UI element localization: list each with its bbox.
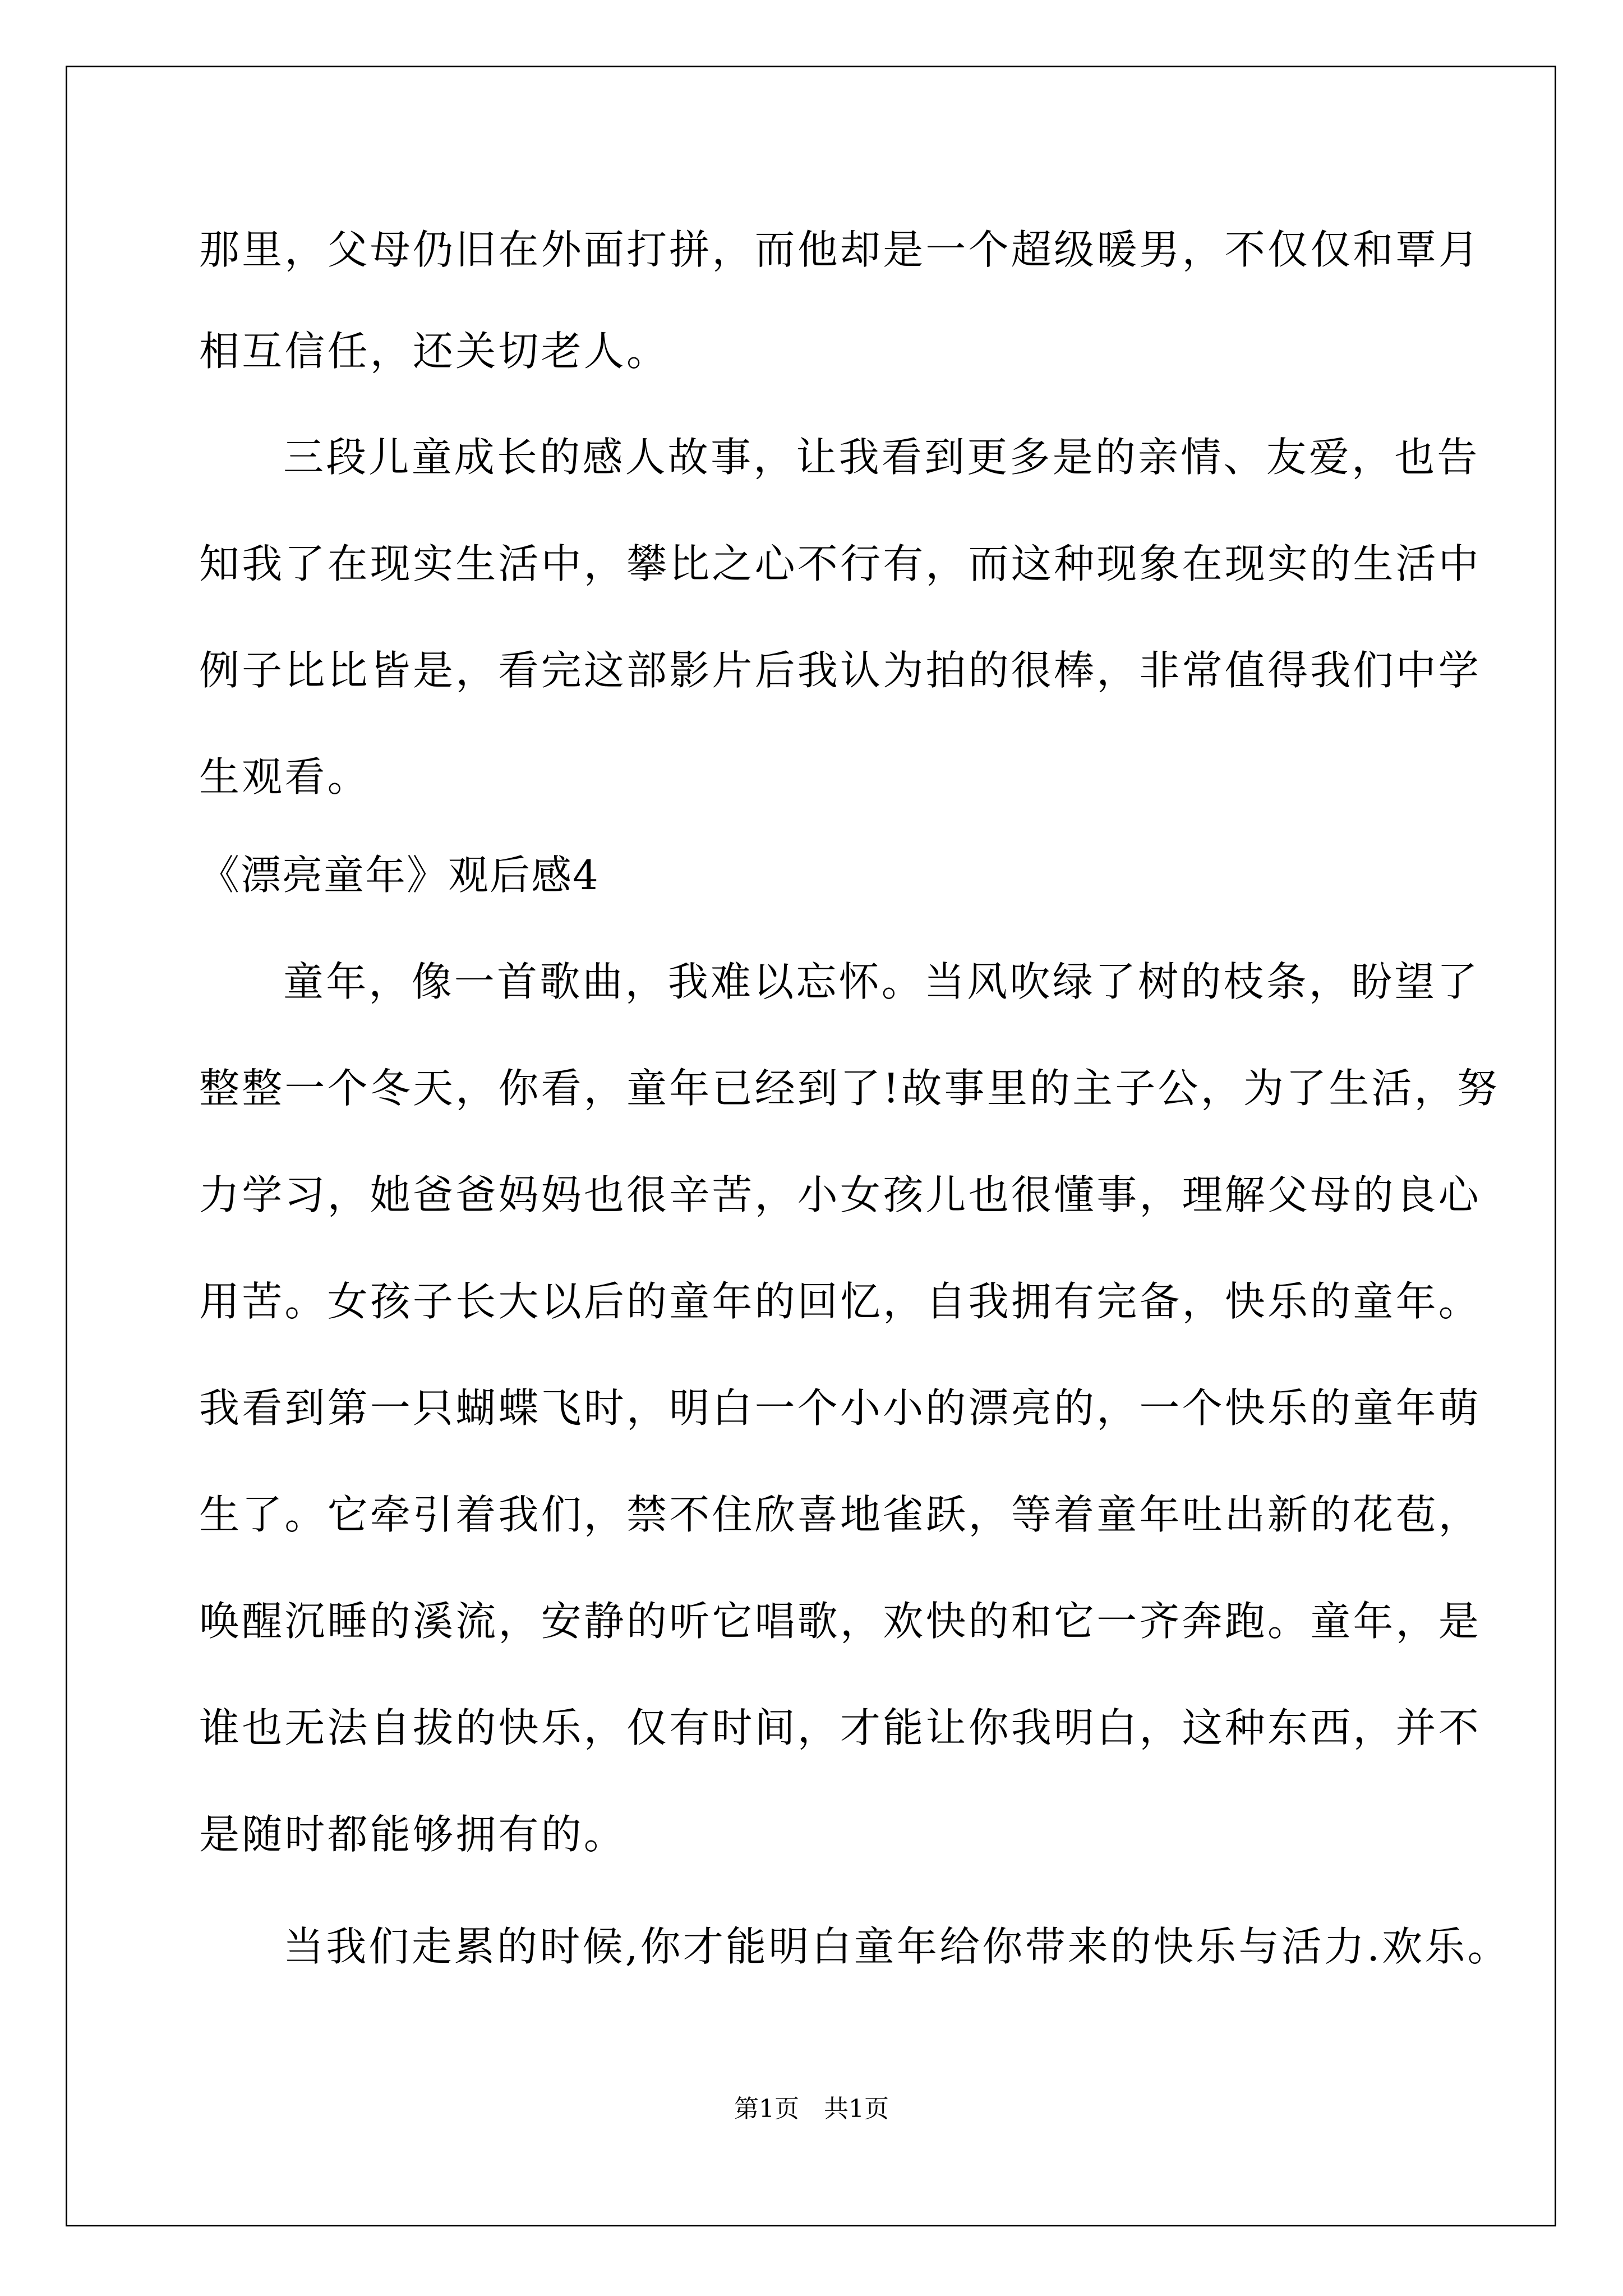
paragraph-line: 力学习，她爸爸妈妈也很辛苦，小女孩儿也很懂事，理解父母的良心 <box>199 1171 1482 1218</box>
paragraph-line: 当我们走累的时候,你才能明白童年给你带来的快乐与活力.欢乐。 <box>283 1923 1510 1970</box>
paragraph-line: 生了。它牵引着我们，禁不住欣喜地雀跃，等着童年吐出新的花苞， <box>199 1491 1482 1538</box>
paragraph-line: 用苦。女孩子长大以后的童年的回忆，自我拥有完备，快乐的童年。 <box>199 1278 1482 1325</box>
section-heading: 《漂亮童年》观后感4 <box>199 852 600 899</box>
paragraph-line: 知我了在现实生活中，攀比之心不行有，而这种现象在现实的生活中 <box>199 540 1482 587</box>
page-border <box>66 66 1556 2226</box>
page-number-footer: 第1页 共1页 <box>734 2095 889 2123</box>
paragraph-line: 三段儿童成长的感人故事，让我看到更多是的亲情、友爱，也告 <box>283 434 1480 481</box>
paragraph-line: 我看到第一只蝴蝶飞时，明白一个小小的漂亮的，一个快乐的童年萌 <box>199 1384 1482 1432</box>
paragraph-line: 整整一个冬天，你看，童年已经到了!故事里的主子公，为了生活，努 <box>199 1065 1500 1112</box>
paragraph-line: 例子比比皆是，看完这部影片后我认为拍的很棒，非常值得我们中学 <box>199 647 1482 694</box>
paragraph-line: 那里，父母仍旧在外面打拼，而他却是一个超级暖男，不仅仅和覃月 <box>199 226 1482 273</box>
paragraph-line: 唤醒沉睡的溪流，安静的听它唱歌，欢快的和它一齐奔跑。童年，是 <box>199 1598 1482 1645</box>
paragraph-line: 是随时都能够拥有的。 <box>199 1811 627 1858</box>
paragraph-line: 童年，像一首歌曲，我难以忘怀。当风吹绿了树的枝条，盼望了 <box>283 958 1480 1005</box>
paragraph-line: 谁也无法自拔的快乐，仅有时间，才能让你我明白，这种东西，并不 <box>199 1704 1482 1751</box>
paragraph-line: 生观看。 <box>199 753 370 800</box>
paragraph-line: 相互信任，还关切老人。 <box>199 328 670 375</box>
